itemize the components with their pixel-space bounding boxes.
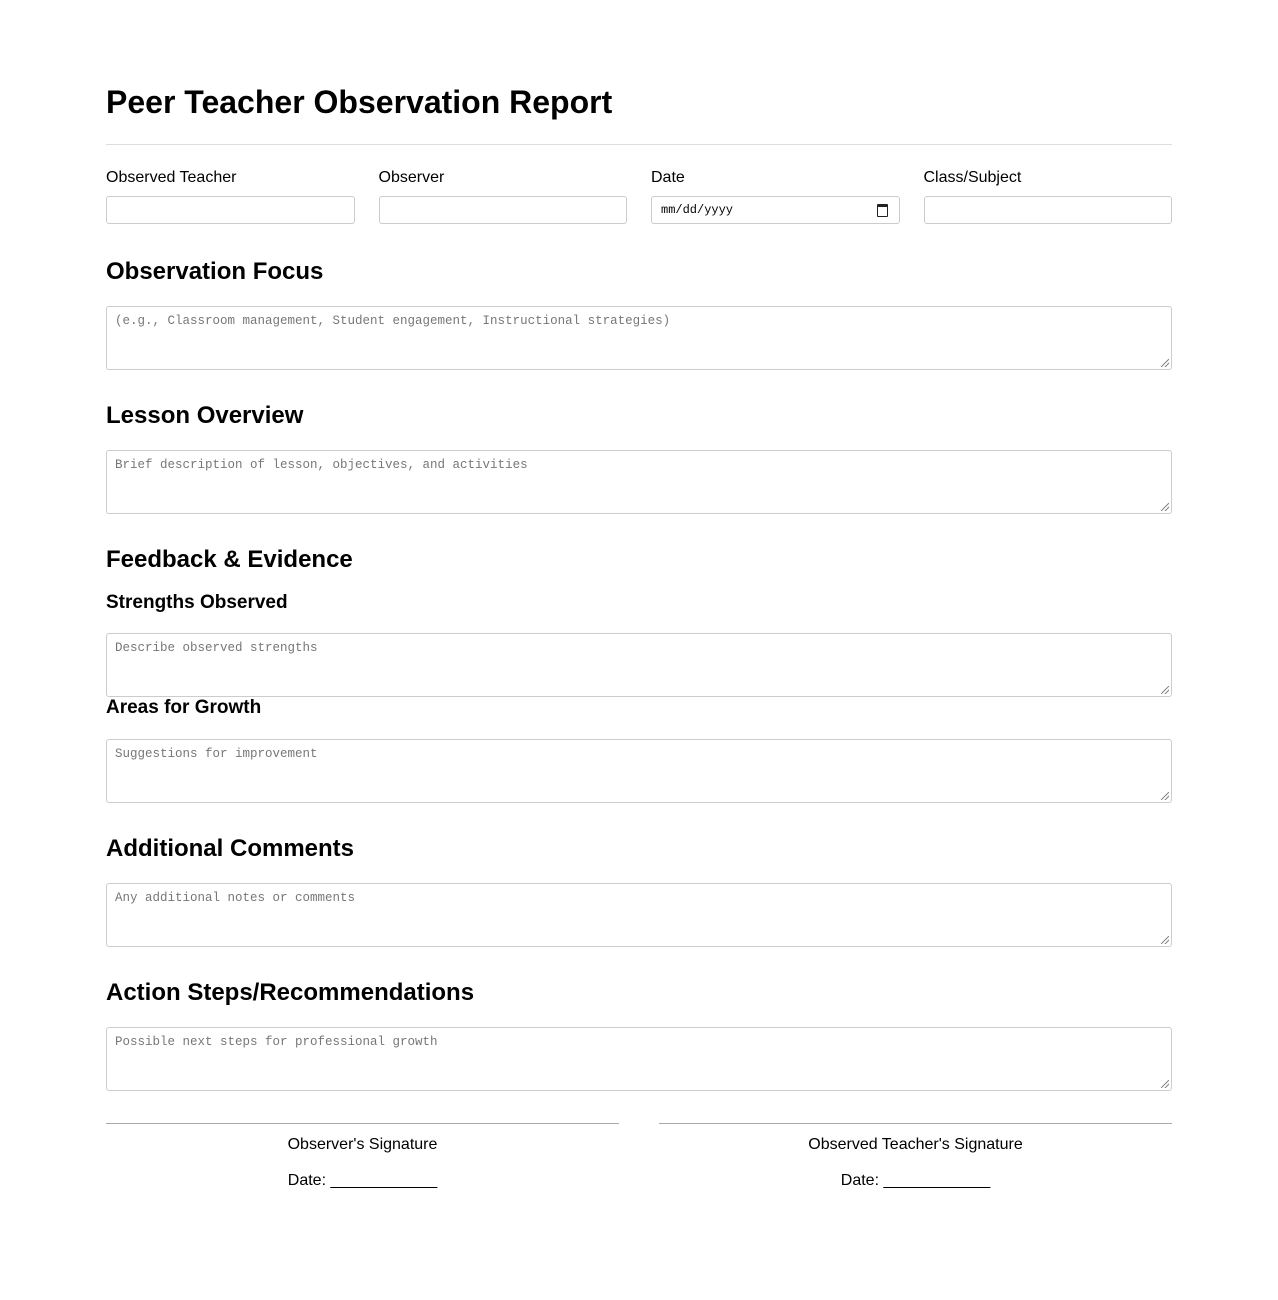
lesson-overview-textarea[interactable]	[106, 450, 1172, 514]
date-label: Date	[651, 169, 685, 186]
observation-focus-placeholder: (e.g., Classroom management, Student engagement, Instructional strategies)	[115, 314, 671, 328]
action-steps-section	[106, 979, 1172, 1091]
class-subject-field	[924, 169, 1173, 224]
growth-heading: Areas for Growth	[106, 697, 262, 718]
title-divider	[106, 144, 1172, 145]
header-fields	[106, 169, 1172, 224]
observed-teacher-input[interactable]	[106, 196, 355, 224]
observer-signature-label: Observer's Signature	[287, 1136, 438, 1153]
lesson-overview-placeholder: Brief description of lesson, objectives, and activities	[115, 458, 528, 472]
action-steps-heading: Action Steps/Recommendations	[106, 979, 475, 1006]
observation-focus-section	[106, 258, 1172, 370]
observer-input[interactable]	[379, 196, 628, 224]
observed-teacher-field	[106, 169, 355, 224]
signature-row	[106, 1123, 1172, 1190]
feedback-heading: Feedback & Evidence	[106, 546, 353, 573]
observation-focus-heading: Observation Focus	[106, 258, 324, 285]
resize-grip-icon[interactable]	[1161, 792, 1169, 800]
class-subject-input[interactable]	[924, 196, 1173, 224]
feedback-section	[106, 546, 1172, 803]
observation-focus-textarea[interactable]	[106, 306, 1172, 370]
strengths-heading: Strengths Observed	[106, 592, 288, 613]
action-steps-textarea[interactable]	[106, 1027, 1172, 1091]
observed-teacher-label: Observed Teacher	[106, 169, 237, 186]
additional-comments-placeholder: Any additional notes or comments	[115, 891, 356, 905]
date-field	[651, 169, 900, 224]
calendar-icon[interactable]	[877, 204, 888, 217]
date-placeholder: mm/dd/yyyy	[661, 203, 734, 217]
growth-textarea[interactable]	[106, 739, 1172, 803]
teacher-signature-block	[659, 1123, 1172, 1190]
lesson-overview-heading: Lesson Overview	[106, 402, 304, 429]
page-title: Peer Teacher Observation Report	[106, 84, 613, 120]
observer-field	[379, 169, 628, 224]
resize-grip-icon[interactable]	[1161, 1080, 1169, 1088]
observer-label: Observer	[378, 169, 445, 186]
observer-signature-date: Date: ____________	[287, 1172, 438, 1189]
resize-grip-icon[interactable]	[1161, 359, 1169, 367]
strengths-textarea[interactable]	[106, 633, 1172, 697]
additional-comments-section	[106, 835, 1172, 947]
observation-report-form	[106, 0, 1172, 1190]
teacher-signature-label: Observed Teacher's Signature	[808, 1136, 1023, 1153]
additional-comments-textarea[interactable]	[106, 883, 1172, 947]
strengths-placeholder: Describe observed strengths	[115, 641, 318, 655]
resize-grip-icon[interactable]	[1161, 936, 1169, 944]
teacher-signature-date: Date: ____________	[840, 1172, 991, 1189]
growth-placeholder: Suggestions for improvement	[115, 747, 318, 761]
additional-comments-heading: Additional Comments	[106, 835, 355, 862]
resize-grip-icon[interactable]	[1161, 686, 1169, 694]
date-input-wrapper	[651, 196, 900, 224]
lesson-overview-section	[106, 402, 1172, 514]
resize-grip-icon[interactable]	[1161, 503, 1169, 511]
action-steps-placeholder: Possible next steps for professional growth	[115, 1035, 438, 1049]
class-subject-label: Class/Subject	[923, 169, 1022, 186]
observer-signature-block	[106, 1123, 619, 1190]
